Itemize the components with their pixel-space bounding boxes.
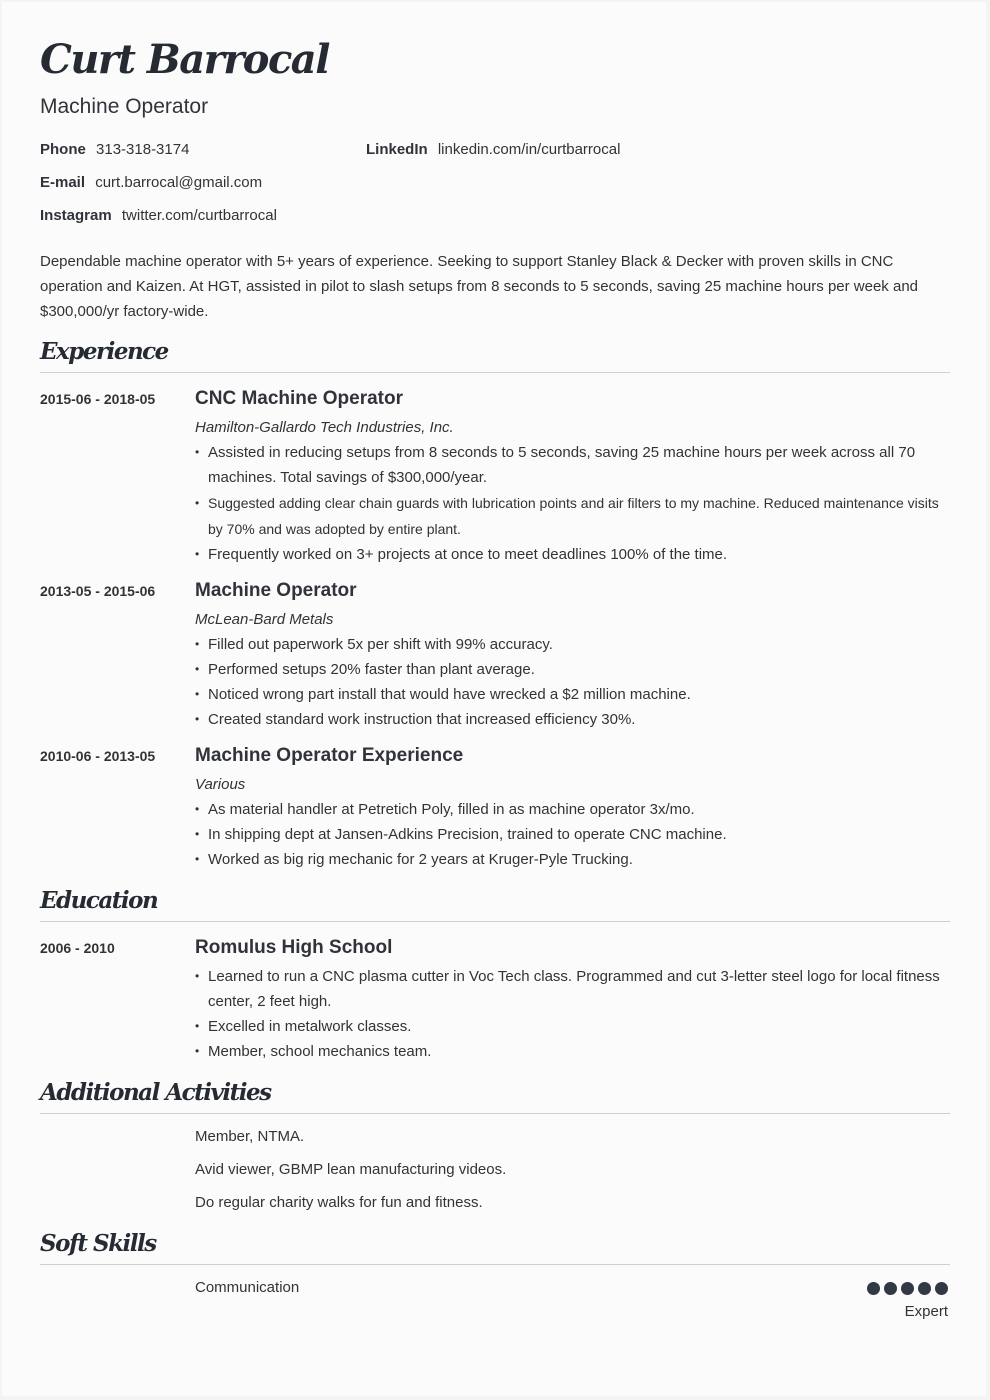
activity-item: Avid viewer, GBMP lean manufacturing videos.	[195, 1161, 507, 1178]
contact-phone-label: Phone	[40, 141, 86, 158]
job-bullets	[195, 797, 945, 872]
soft-skills-heading: Soft Skills	[40, 1230, 156, 1257]
job-bullet: • Worked as big rig mechanic for 2 years at Kruger-Pyle Trucking.	[195, 847, 945, 872]
activities-heading: Additional Activities	[40, 1079, 271, 1106]
job-bullet: • Noticed wrong part install that would have wrecked a $2 million machine.	[195, 682, 945, 707]
candidate-title: Machine Operator	[40, 95, 209, 118]
job-bullet: • Filled out paperwork 5x per shift with 99% accuracy.	[195, 632, 945, 657]
contact-linkedin-label: LinkedIn	[366, 141, 428, 158]
job-company: McLean-Bard Metals	[195, 611, 334, 628]
summary-paragraph: Dependable machine operator with 5+ years of experience. Seeking to support Stanley Black & Decker with proven skills in CNC operation and Kaizen. At HGT, assisted in pilot to slash setups from 8 seconds to 5 seconds, saving 25 machine hours per week and $300,000/yr factory-wide.	[40, 253, 918, 320]
job-bullets	[195, 440, 945, 567]
skill-level: Expert	[904, 1303, 948, 1320]
contact-linkedin-value[interactable]: linkedin.com/in/curtbarrocal	[437, 141, 621, 158]
job-bullets	[195, 632, 945, 732]
education-heading: Education	[40, 887, 158, 914]
job-title: Machine Operator	[195, 580, 357, 601]
education-divider	[40, 921, 950, 922]
experience-divider	[40, 372, 950, 373]
education-bullet: • Learned to run a CNC plasma cutter in Voc Tech class. Programmed and cut 3-letter steel logo for local fitness center, 2 feet high.	[195, 964, 945, 1014]
education-dates: 2006 - 2010	[40, 940, 115, 956]
rating-dot-icon	[884, 1282, 897, 1295]
contact-instagram	[40, 207, 277, 224]
job-bullet: • Suggested adding clear chain guards with lubrication points and air filters to my machine. Reduced maintenance visits by 70% and was adopted by entire plant.	[195, 490, 945, 542]
job-dates: 2015-06 - 2018-05	[40, 391, 156, 407]
rating-dot-icon	[901, 1282, 914, 1295]
activity-item: Member, NTMA.	[195, 1128, 305, 1145]
contact-email-label: E-mail	[40, 174, 86, 191]
job-bullet: • Performed setups 20% faster than plant average.	[195, 657, 945, 682]
activity-item: Do regular charity walks for fun and fitness.	[195, 1194, 483, 1211]
contact-instagram-value[interactable]: twitter.com/curtbarrocal	[121, 207, 277, 224]
contact-email	[40, 174, 262, 191]
job-dates: 2010-06 - 2013-05	[40, 748, 156, 764]
candidate-name: Curt Barrocal	[40, 36, 329, 83]
soft-skills-divider	[40, 1264, 950, 1265]
education-bullet: • Member, school mechanics team.	[195, 1039, 945, 1064]
resume-page	[2, 2, 986, 1396]
job-bullet: • Assisted in reducing setups from 8 seconds to 5 seconds, saving 25 machine hours per week across all 70 machines. Total savings of $300,000/year.	[195, 440, 945, 490]
education-bullet: • Excelled in metalwork classes.	[195, 1014, 945, 1039]
job-bullet: • In shipping dept at Jansen-Adkins Precision, trained to operate CNC machine.	[195, 822, 945, 847]
job-bullet: • Frequently worked on 3+ projects at once to meet deadlines 100% of the time.	[195, 542, 945, 567]
education-school: Romulus High School	[195, 937, 393, 958]
job-dates: 2013-05 - 2015-06	[40, 583, 156, 599]
skill-rating	[867, 1282, 948, 1295]
job-bullet: • As material handler at Petretich Poly, filled in as machine operator 3x/mo.	[195, 797, 945, 822]
contact-linkedin	[366, 141, 620, 158]
rating-dot-icon	[867, 1282, 880, 1295]
job-company: Various	[195, 776, 246, 793]
job-title: CNC Machine Operator	[195, 388, 403, 409]
job-company: Hamilton-Gallardo Tech Industries, Inc.	[195, 419, 454, 436]
rating-dot-icon	[935, 1282, 948, 1295]
contact-phone	[40, 141, 189, 158]
job-bullet: • Created standard work instruction that increased efficiency 30%.	[195, 707, 945, 732]
activities-divider	[40, 1113, 950, 1114]
contact-email-value[interactable]: curt.barrocal@gmail.com	[95, 174, 263, 191]
contact-instagram-label: Instagram	[40, 207, 112, 224]
education-bullets	[195, 964, 945, 1064]
job-title: Machine Operator Experience	[195, 745, 464, 766]
contact-phone-value: 313-318-3174	[96, 141, 190, 158]
skill-name: Communication	[195, 1279, 300, 1296]
rating-dot-icon	[918, 1282, 931, 1295]
experience-heading: Experience	[40, 338, 168, 365]
